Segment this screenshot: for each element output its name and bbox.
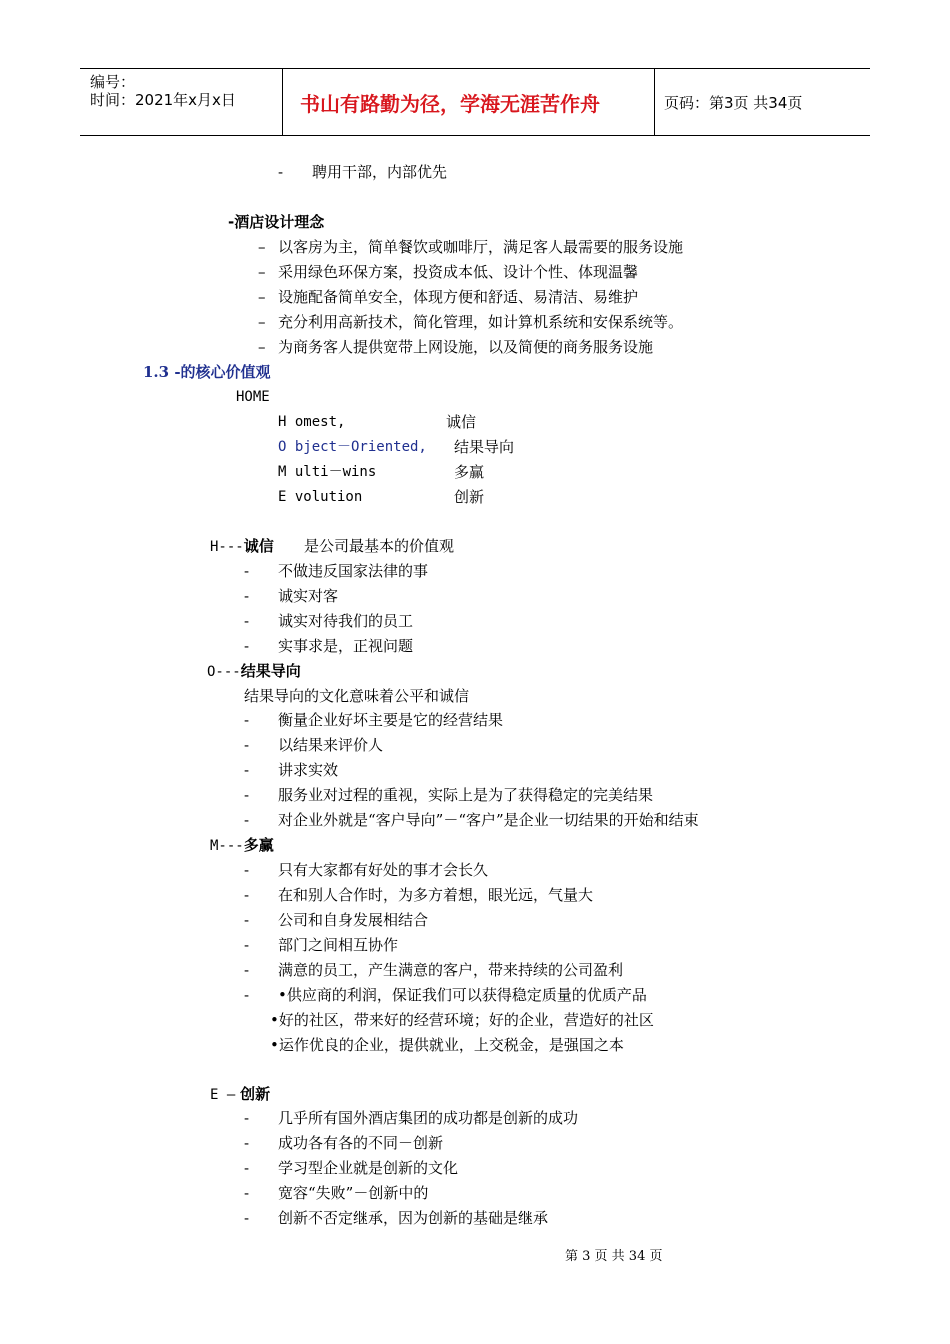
list-item: 实事求是，正视问题: [278, 637, 414, 655]
h-title: 诚信: [243, 537, 274, 555]
header-divider-left: [282, 68, 283, 136]
list-dash: -: [244, 711, 250, 729]
list-item: 不做违反国家法律的事: [278, 562, 429, 580]
h-heading: [210, 536, 274, 557]
list-dash: -: [244, 637, 250, 655]
list-item: 宽容“失败”－创新中的: [278, 1184, 429, 1202]
list-dash: -: [244, 786, 250, 804]
motto: 书山有路勤为径，学海无涯苦作舟: [300, 92, 600, 116]
list-dash: –: [258, 238, 266, 256]
list-dash: -: [244, 761, 250, 779]
intro-dash: -: [278, 163, 284, 181]
acronym-en: M ulti－wins: [278, 464, 377, 480]
list-item: 只有大家都有好处的事才会长久: [278, 861, 489, 879]
list-item: 学习型企业就是创新的文化: [278, 1159, 459, 1177]
list-item: •供应商的利润，保证我们可以获得稳定质量的优质产品: [278, 986, 647, 1004]
intro-bullet: 聘用干部，内部优先: [312, 163, 448, 181]
list-dash: -: [244, 911, 250, 929]
list-dash: -: [244, 562, 250, 580]
acronym: HOME: [236, 389, 270, 405]
list-dash: -: [244, 886, 250, 904]
list-item: 为商务客人提供宽带上网设施，以及简便的商务服务设施: [278, 338, 654, 356]
design-heading: -酒店设计理念: [228, 213, 325, 231]
list-dash: –: [258, 313, 266, 331]
list-dash: -: [244, 961, 250, 979]
list-item: 对企业外就是“客户导向”－“客户”是企业一切结果的开始和结束: [278, 811, 699, 829]
page-footer: 第 3 页 共 34 页: [565, 1249, 663, 1264]
list-item: 服务业对过程的重视，实际上是为了获得稳定的完美结果: [278, 786, 654, 804]
acronym-zh: 诚信: [446, 413, 477, 431]
acronym-en: E volution: [278, 489, 363, 505]
header-divider-right: [654, 68, 655, 136]
sub-list-item: •好的社区，带来好的经营环境；好的企业，营造好的社区: [270, 1011, 654, 1029]
e-title: 创新: [240, 1085, 271, 1103]
list-item: 创新不否定继承，因为创新的基础是继承: [278, 1209, 549, 1227]
header-bottom-rule: [80, 135, 870, 136]
list-dash: –: [258, 338, 266, 356]
list-item: 设施配备简单安全，体现方便和舒适、易清洁、易维护: [278, 288, 639, 306]
list-dash: -: [244, 736, 250, 754]
list-dash: -: [244, 936, 250, 954]
list-dash: –: [258, 263, 266, 281]
core-heading: 1.3 -的核心价值观: [143, 363, 271, 381]
list-item: 充分利用高新技术，简化管理，如计算机系统和安保系统等。: [278, 313, 684, 331]
o-title: 结果导向: [240, 662, 301, 680]
e-prefix: E —: [210, 1087, 236, 1103]
serial-label: 编号：: [90, 73, 136, 91]
list-item: 公司和自身发展相结合: [278, 911, 429, 929]
list-item: 诚实对客: [278, 587, 339, 605]
acronym-zh: 多赢: [454, 463, 485, 481]
h-prefix: H---: [210, 539, 244, 555]
list-dash: -: [244, 1209, 250, 1227]
acronym-en: O bject－Oriented,: [278, 439, 427, 455]
list-item: 诚实对待我们的员工: [278, 612, 414, 630]
e-heading: [210, 1084, 270, 1105]
list-dash: -: [244, 1159, 250, 1177]
m-heading: [210, 835, 274, 856]
list-item: 讲求实效: [278, 761, 339, 779]
list-dash: -: [244, 1184, 250, 1202]
header-top-rule: [80, 68, 870, 69]
list-item: 部门之间相互协作: [278, 936, 399, 954]
list-item: 在和别人合作时，为多方着想，眼光远，气量大: [278, 886, 594, 904]
acronym-zh: 结果导向: [454, 438, 515, 456]
acronym-zh: 创新: [454, 488, 485, 506]
list-dash: -: [244, 587, 250, 605]
list-dash: -: [244, 811, 250, 829]
list-dash: -: [244, 986, 250, 1004]
list-dash: -: [244, 1134, 250, 1152]
list-item: 以客房为主，简单餐饮或咖啡厅，满足客人最需要的服务设施: [278, 238, 684, 256]
o-intro: 结果导向的文化意味着公平和诚信: [244, 687, 470, 705]
date-label: 时间：2021年x月x日: [90, 91, 236, 109]
page-label: 页码：第3页 共34页: [664, 94, 803, 112]
list-item: 衡量企业好坏主要是它的经营结果: [278, 711, 504, 729]
list-item: 成功各有各的不同－创新: [278, 1134, 444, 1152]
sub-list-item: •运作优良的企业，提供就业，上交税金，是强国之本: [270, 1036, 624, 1054]
list-item: 以结果来评价人: [278, 736, 384, 754]
o-heading: [207, 661, 301, 682]
list-dash: -: [244, 612, 250, 630]
acronym-en: H omest,: [278, 414, 346, 430]
o-prefix: O---: [207, 664, 241, 680]
list-dash: -: [244, 861, 250, 879]
h-desc: 是公司最基本的价值观: [304, 537, 455, 555]
list-item: 满意的员工，产生满意的客户，带来持续的公司盈利: [278, 961, 624, 979]
list-item: 采用绿色环保方案，投资成本低、设计个性、体现温馨: [278, 263, 639, 281]
m-prefix: M---: [210, 838, 244, 854]
m-title: 多赢: [243, 836, 274, 854]
list-dash: -: [244, 1109, 250, 1127]
list-item: 几乎所有国外酒店集团的成功都是创新的成功: [278, 1109, 579, 1127]
list-dash: –: [258, 288, 266, 306]
